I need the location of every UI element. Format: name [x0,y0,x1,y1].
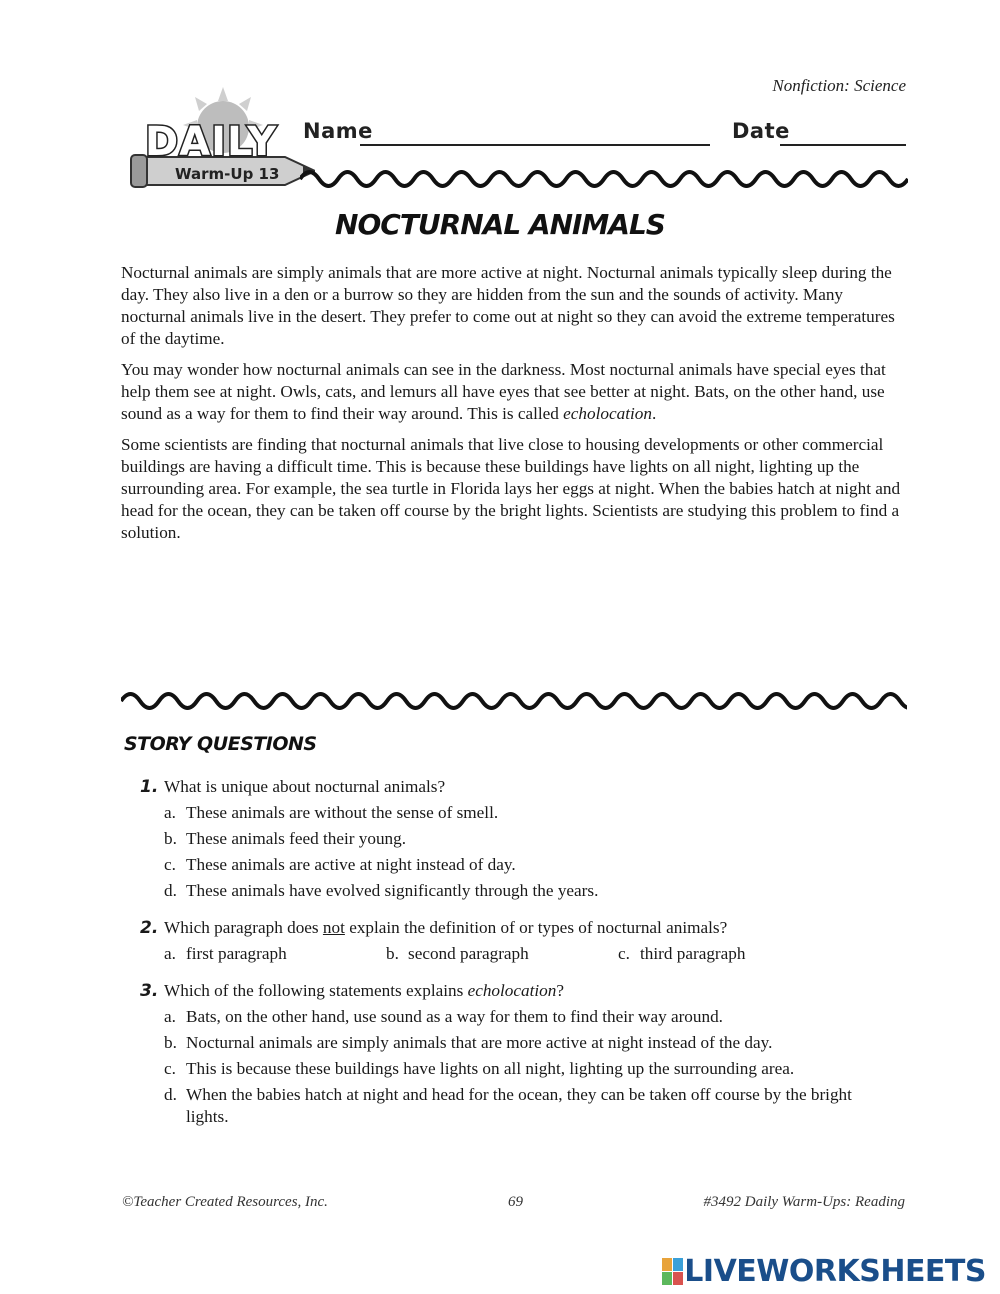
option-3a[interactable]: a. Bats, on the other hand, use sound as a way for them to find their way around. [164,1007,723,1026]
option-1c[interactable]: c. These animals are active at night instead of day. [164,855,516,874]
option-1b[interactable]: b. These animals feed their young. [164,829,407,848]
question-2: 2. Which paragraph does not explain the definition of or types of nocturnal animals? a. first paragraph b. second paragraph c. third paragraph [140,917,910,939]
option-3d[interactable]: d. When the babies hatch at night and head for the ocean, they can be taken off course by the bright lights. [164,1085,852,1126]
option-1a[interactable]: a. These animals are without the sense of smell. [164,803,499,822]
paragraph-2: You may wonder how nocturnal animals can see in the darkness. Most nocturnal animals have special eyes that help them see at night. Owls, cats, and lemurs all have eyes that see better at night. Bats, on the other hand, use sound as a way for them to find their way around. This is called echolocation. [121,360,886,423]
paragraph-1: Nocturnal animals are simply animals that are more active at night. Nocturnal animals typically sleep during the day. They also live in a den or a burrow so they are hidden from the sun and the sounds of activity. Many nocturnal animals live in the desert. They prefer to come out at night so they can avoid the extreme temperatures of the daytime. [121,263,895,348]
daily-warmup-logo [125,85,315,197]
header-wave-divider [300,166,908,192]
echolocation-term: echolocation [467,981,557,1000]
underlined-not: not [322,918,345,937]
date-input-line[interactable] [780,144,906,146]
question-3: 3. Which of the following statements explains echolocation? a. Bats, on the other hand, use sound as a way for them to find their way around. b. Nocturnal animals are simply animals that are more active at night instead of the day. c. This is because these buildings have lights on all night, lighting up the surrounding area. d. When the babies hatch at night and head for the ocean, they can be taken off course by the bright lights. [140,980,910,1002]
question-number: 3. [140,981,159,1001]
logo-warmup-text: Warm-Up 13 [175,165,280,183]
logo-daily-text: DAILY [145,119,278,165]
option-2b[interactable]: b. second paragraph [386,944,529,963]
option-3b[interactable]: b. Nocturnal animals are simply animals that are more active at night instead of the day. [164,1033,773,1052]
question-number: 1. [140,777,159,797]
date-label: Date [732,119,790,143]
footer-page-number: 69 [508,1194,523,1210]
question-1 [140,776,910,900]
question-number: 2. [140,918,159,938]
name-label: Name [303,119,373,143]
story-questions-heading: STORY QUESTIONS [124,733,317,755]
option-2c[interactable]: c. third paragraph [618,944,746,963]
section-wave-divider [121,686,907,716]
category-label: Nonfiction: Science [772,76,906,95]
name-input-line[interactable] [360,144,710,146]
liveworksheets-watermark[interactable] [662,1254,986,1289]
echolocation-term: echolocation [563,404,652,423]
option-1d[interactable]: d. These animals have evolved significantly through the years. [164,881,599,900]
paragraph-3: Some scientists are finding that nocturnal animals that live close to housing developments or other commercial buildings are having a difficult time. This is because these buildings have lights on all night, lighting up the surrounding area. For example, the sea turtle in Florida lays her eggs at night. When the babies hatch at night and head for the ocean, they can be taken off course by the bright lights. Scientists are studying this problem to find a solution. [121,435,901,542]
footer-copyright: ©Teacher Created Resources, Inc. [122,1194,328,1210]
liveworksheets-logo-icon [662,1258,684,1286]
page-title: NOCTURNAL ANIMALS [335,208,665,241]
option-3c[interactable]: c. This is because these buildings have lights on all night, lighting up the surrounding area. [164,1059,795,1078]
liveworksheets-brand: LIVEWORKSHEETS [684,1254,986,1289]
question-text: What is unique about nocturnal animals? [164,777,446,796]
reading-passage [121,262,911,553]
option-2a[interactable]: a. first paragraph [164,944,287,963]
footer-book-title: #3492 Daily Warm-Ups: Reading [703,1194,905,1210]
